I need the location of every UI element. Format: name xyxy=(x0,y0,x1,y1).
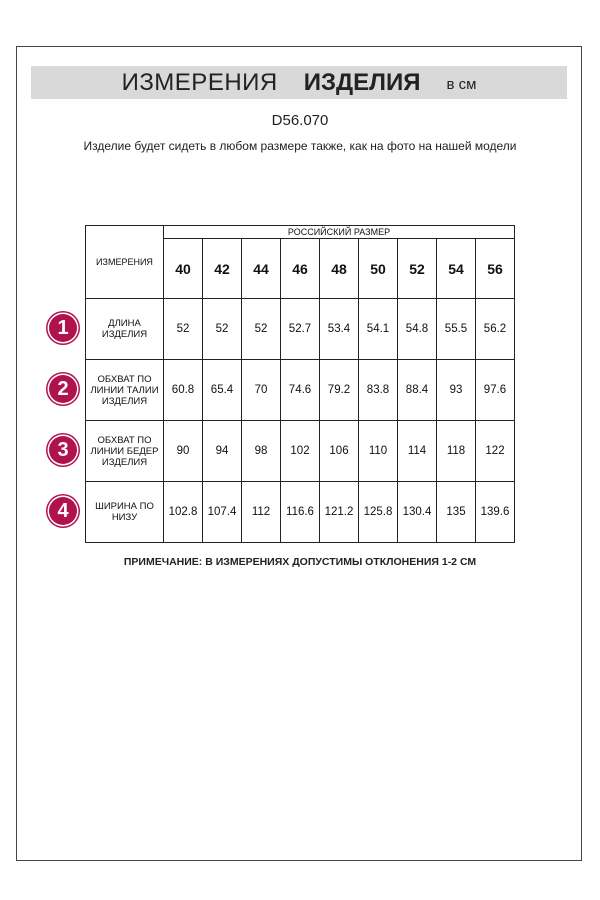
table-cell: 110 xyxy=(359,421,398,482)
table-cell: 83.8 xyxy=(359,360,398,421)
table-cell: 94 xyxy=(203,421,242,482)
title-unit: в см xyxy=(446,76,477,93)
table-cell: 90 xyxy=(164,421,203,482)
table-cell: 122 xyxy=(476,421,515,482)
row-number-badge: 1 xyxy=(49,314,77,342)
title-part2: ИЗДЕЛИЯ xyxy=(303,68,421,96)
title-part1: ИЗМЕРЕНИЯ xyxy=(121,68,278,96)
table-cell: 70 xyxy=(242,360,281,421)
size-header: 52 xyxy=(398,239,437,299)
table-cell: 97.6 xyxy=(476,360,515,421)
table-cell: 116.6 xyxy=(281,482,320,543)
row-number-badge: 2 xyxy=(49,375,77,403)
table-cell: 79.2 xyxy=(320,360,359,421)
table-cell: 98 xyxy=(242,421,281,482)
table-cell: 121.2 xyxy=(320,482,359,543)
table-cell: 107.4 xyxy=(203,482,242,543)
size-header: 44 xyxy=(242,239,281,299)
table-cell: 93 xyxy=(437,360,476,421)
table-cell: 60.8 xyxy=(164,360,203,421)
product-code: D56.070 xyxy=(271,112,329,129)
table-cell: 118 xyxy=(437,421,476,482)
table-cell: 102 xyxy=(281,421,320,482)
table-cell: 53.4 xyxy=(320,299,359,360)
size-header: 40 xyxy=(164,239,203,299)
row-label: ОБХВАТ ПО ЛИНИИ БЕДЕР ИЗДЕЛИЯ xyxy=(86,421,164,482)
size-table xyxy=(85,225,515,543)
row-number-badge: 4 xyxy=(49,497,77,525)
row-label: ОБХВАТ ПО ЛИНИИ ТАЛИИ ИЗДЕЛИЯ xyxy=(86,360,164,421)
measurement-note: ПРИМЕЧАНИЕ: В ИЗМЕРЕНИЯХ ДОПУСТИМЫ ОТКЛОНЕНИЯ 1-2 СМ xyxy=(123,556,477,568)
size-header: 48 xyxy=(320,239,359,299)
measure-header: ИЗМЕРЕНИЯ xyxy=(86,226,164,299)
row-number-badge: 3 xyxy=(49,436,77,464)
title-bar xyxy=(31,66,567,99)
size-header: 50 xyxy=(359,239,398,299)
table-cell: 54.1 xyxy=(359,299,398,360)
table-cell: 125.8 xyxy=(359,482,398,543)
subtitle: Изделие будет сидеть в любом размере также, как на фото на нашей модели xyxy=(83,139,517,153)
table-cell: 52.7 xyxy=(281,299,320,360)
row-label: ШИРИНА ПО НИЗУ xyxy=(86,482,164,543)
row-label: ДЛИНА ИЗДЕЛИЯ xyxy=(86,299,164,360)
table-cell: 52 xyxy=(203,299,242,360)
table-cell: 55.5 xyxy=(437,299,476,360)
table-row xyxy=(86,421,515,482)
table-cell: 135 xyxy=(437,482,476,543)
table-cell: 102.8 xyxy=(164,482,203,543)
table-cell: 106 xyxy=(320,421,359,482)
table-cell: 130.4 xyxy=(398,482,437,543)
table-cell: 54.8 xyxy=(398,299,437,360)
size-header: 46 xyxy=(281,239,320,299)
table-row xyxy=(86,299,515,360)
size-header: 54 xyxy=(437,239,476,299)
table-cell: 114 xyxy=(398,421,437,482)
size-header: 42 xyxy=(203,239,242,299)
size-header: 56 xyxy=(476,239,515,299)
table-cell: 88.4 xyxy=(398,360,437,421)
table-cell: 139.6 xyxy=(476,482,515,543)
table-cell: 65.4 xyxy=(203,360,242,421)
table-cell: 74.6 xyxy=(281,360,320,421)
table-row xyxy=(86,482,515,543)
table-row xyxy=(86,360,515,421)
size-group-header: РОССИЙСКИЙ РАЗМЕР xyxy=(164,226,515,239)
table-cell: 112 xyxy=(242,482,281,543)
table-cell: 56.2 xyxy=(476,299,515,360)
table-cell: 52 xyxy=(164,299,203,360)
table-cell: 52 xyxy=(242,299,281,360)
